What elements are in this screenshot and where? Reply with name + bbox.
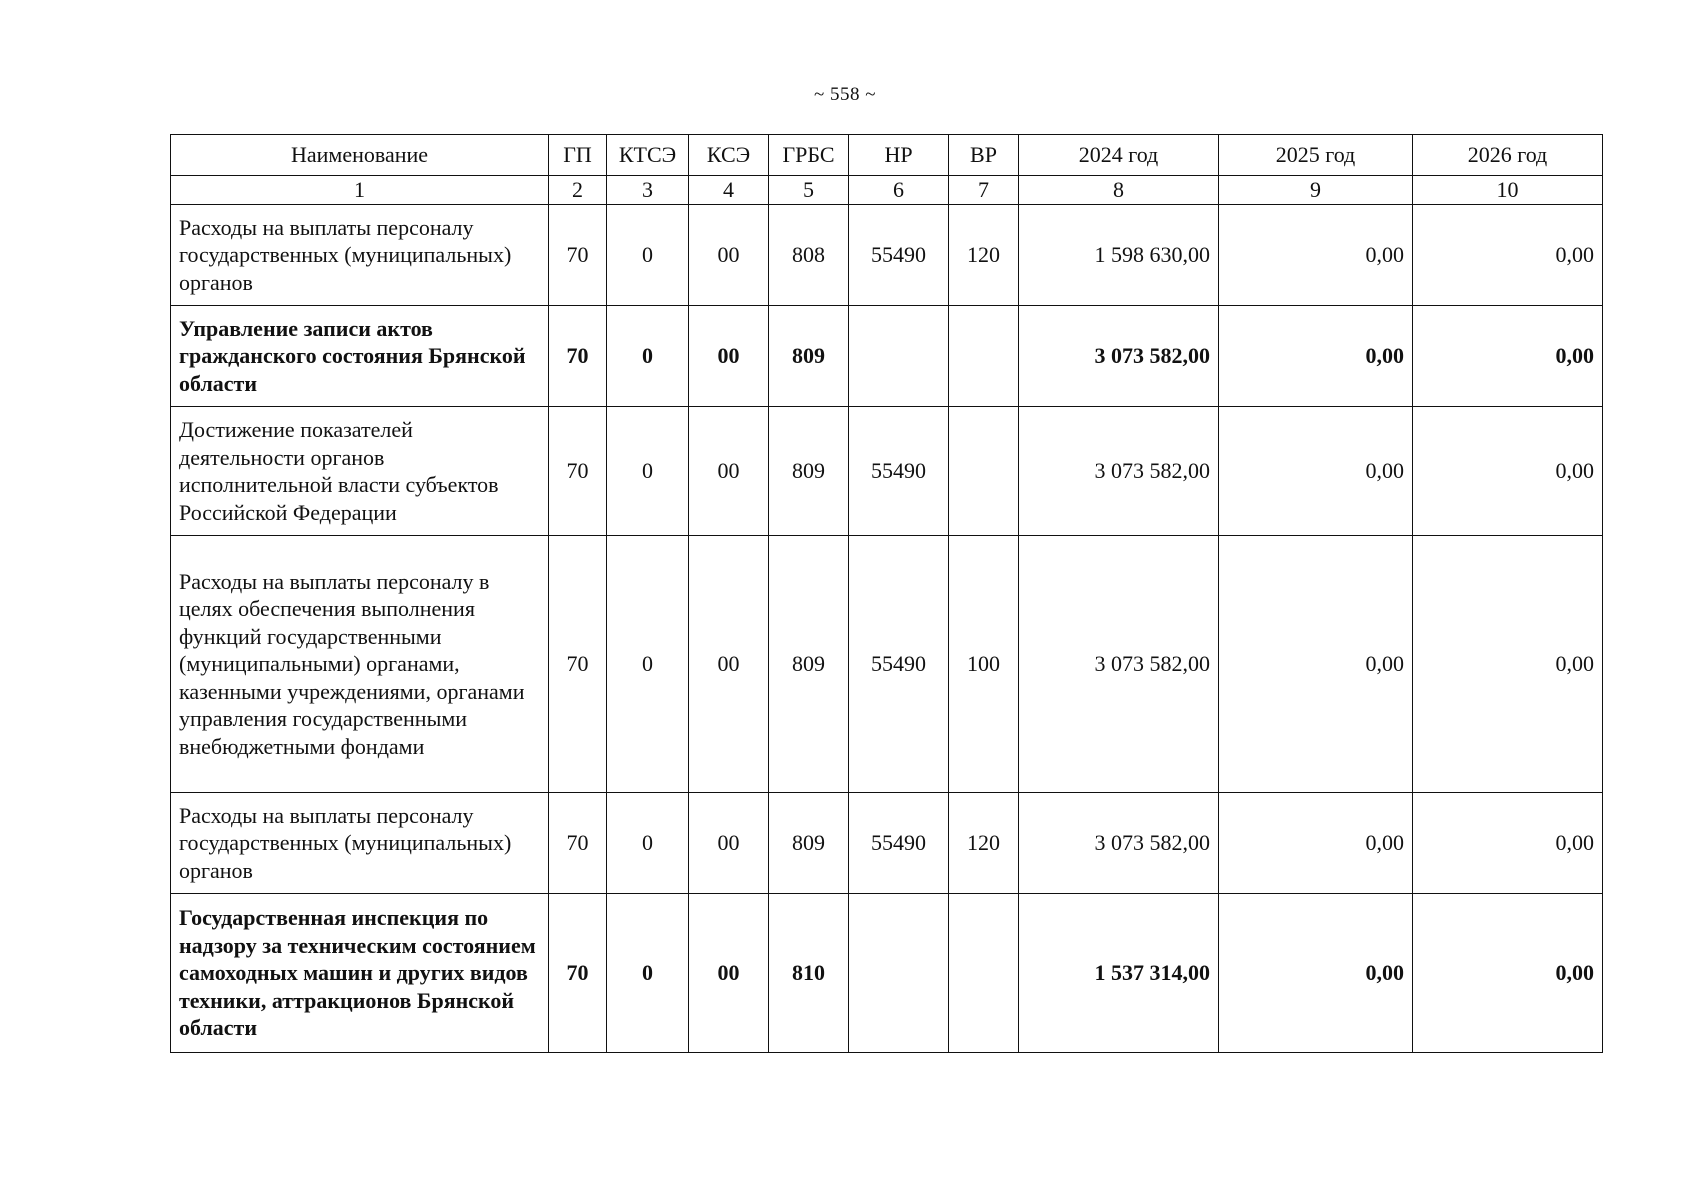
table-row [171,793,1603,894]
row-amount-2026: 0,00 [1413,205,1603,306]
row-amount-2025: 0,00 [1219,205,1413,306]
row-name: Расходы на выплаты персоналу государственных (муниципальных) органов [171,793,549,894]
row-vr [949,894,1019,1053]
row-kse: 00 [689,407,769,536]
row-amount-2024: 1 537 314,00 [1019,894,1219,1053]
header-name: Наименование [171,135,549,176]
column-number: 3 [607,176,689,205]
column-number: 4 [689,176,769,205]
row-nr: 55490 [849,793,949,894]
table-row [171,205,1603,306]
column-number: 7 [949,176,1019,205]
column-number: 8 [1019,176,1219,205]
column-number: 6 [849,176,949,205]
header-gp: ГП [549,135,607,176]
column-number: 1 [171,176,549,205]
row-amount-2025: 0,00 [1219,793,1413,894]
row-amount-2026: 0,00 [1413,407,1603,536]
header-row [171,135,1603,176]
row-gp: 70 [549,205,607,306]
header-kse: КСЭ [689,135,769,176]
table-row [171,306,1603,407]
row-amount-2026: 0,00 [1413,536,1603,793]
row-grbs: 809 [769,407,849,536]
row-amount-2024: 3 073 582,00 [1019,407,1219,536]
row-nr [849,306,949,407]
row-ktse: 0 [607,407,689,536]
column-number: 2 [549,176,607,205]
row-vr: 120 [949,793,1019,894]
table-row [171,536,1603,793]
row-amount-2024: 3 073 582,00 [1019,793,1219,894]
header-2024: 2024 год [1019,135,1219,176]
header-vr: ВР [949,135,1019,176]
row-gp: 70 [549,894,607,1053]
row-vr: 120 [949,205,1019,306]
row-kse: 00 [689,205,769,306]
header-nr: НР [849,135,949,176]
header-grbs: ГРБС [769,135,849,176]
table-row [171,407,1603,536]
row-name: Расходы на выплаты персоналу в целях обеспечения выполнения функций государственными (муниципальными) органами, казенными учреждениями, органами управления государственными внебюджетными фондами [171,536,549,793]
row-amount-2024: 3 073 582,00 [1019,306,1219,407]
table-row [171,894,1603,1053]
row-ktse: 0 [607,306,689,407]
row-name: Расходы на выплаты персоналу государственных (муниципальных) органов [171,205,549,306]
row-amount-2024: 1 598 630,00 [1019,205,1219,306]
row-gp: 70 [549,407,607,536]
row-amount-2025: 0,00 [1219,536,1413,793]
row-vr [949,306,1019,407]
row-ktse: 0 [607,205,689,306]
row-vr [949,407,1019,536]
row-name: Достижение показателей деятельности органов исполнительной власти субъектов Российской Федерации [171,407,549,536]
row-grbs: 809 [769,306,849,407]
row-name: Государственная инспекция по надзору за техническим состоянием самоходных машин и других видов техники, аттракционов Брянской области [171,894,549,1053]
row-amount-2025: 0,00 [1219,894,1413,1053]
header-2025: 2025 год [1219,135,1413,176]
row-gp: 70 [549,536,607,793]
row-nr: 55490 [849,205,949,306]
header-ktse: КТСЭ [607,135,689,176]
row-kse: 00 [689,306,769,407]
row-nr [849,894,949,1053]
row-amount-2025: 0,00 [1219,306,1413,407]
header-2026: 2026 год [1413,135,1603,176]
row-kse: 00 [689,894,769,1053]
row-nr: 55490 [849,407,949,536]
row-gp: 70 [549,793,607,894]
budget-table [170,134,1603,1053]
row-amount-2025: 0,00 [1219,407,1413,536]
row-amount-2026: 0,00 [1413,306,1603,407]
column-number-row [171,176,1603,205]
row-gp: 70 [549,306,607,407]
row-amount-2024: 3 073 582,00 [1019,536,1219,793]
row-nr: 55490 [849,536,949,793]
row-grbs: 808 [769,205,849,306]
row-grbs: 810 [769,894,849,1053]
row-ktse: 0 [607,793,689,894]
row-kse: 00 [689,793,769,894]
row-grbs: 809 [769,793,849,894]
row-kse: 00 [689,536,769,793]
column-number: 9 [1219,176,1413,205]
column-number: 10 [1413,176,1603,205]
column-number: 5 [769,176,849,205]
page-number: ~ 558 ~ [813,84,877,105]
row-ktse: 0 [607,536,689,793]
row-name: Управление записи актов гражданского состояния Брянской области [171,306,549,407]
row-amount-2026: 0,00 [1413,894,1603,1053]
row-ktse: 0 [607,894,689,1053]
row-vr: 100 [949,536,1019,793]
row-amount-2026: 0,00 [1413,793,1603,894]
row-grbs: 809 [769,536,849,793]
